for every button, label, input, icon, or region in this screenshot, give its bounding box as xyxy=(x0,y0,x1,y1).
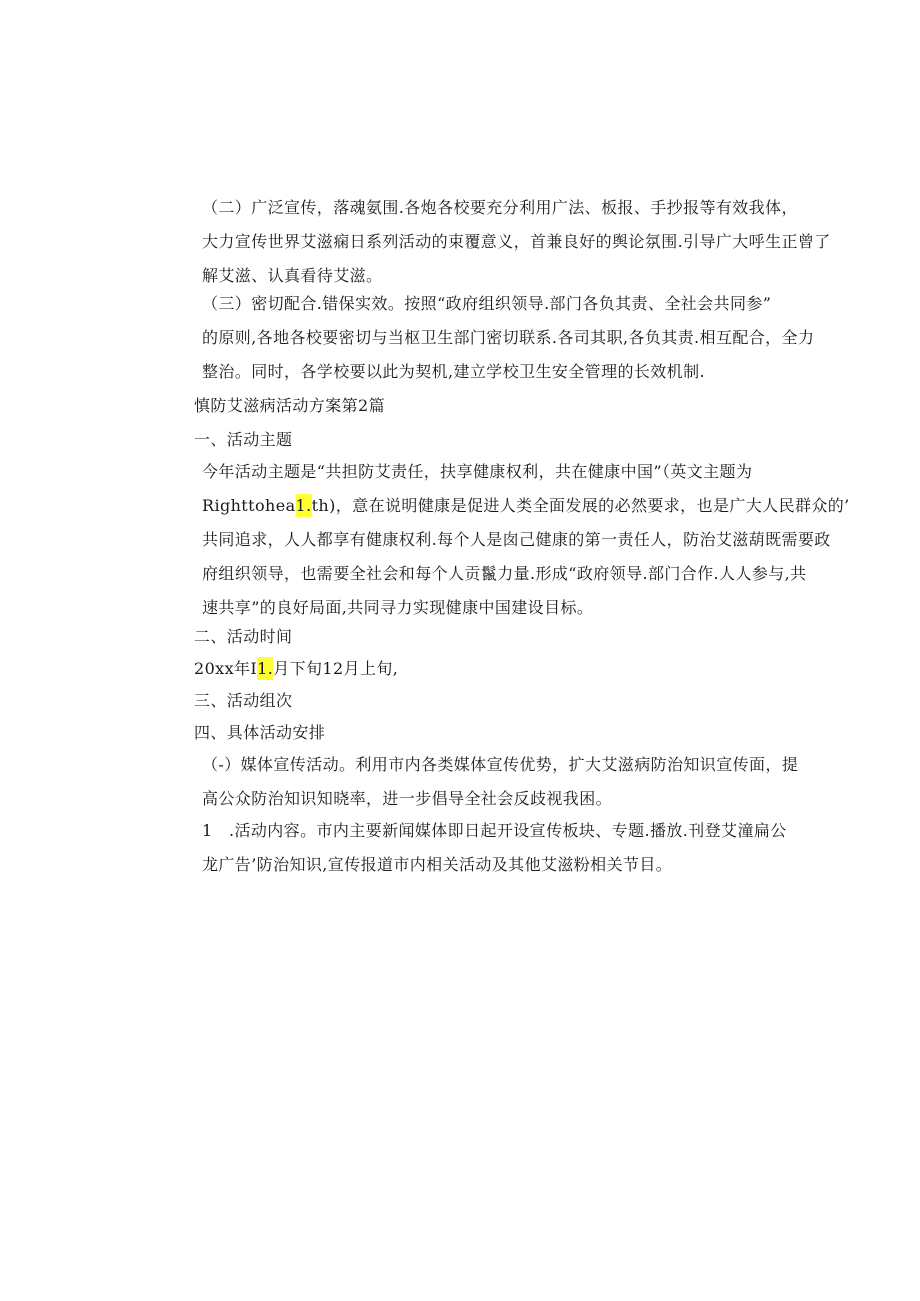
text-line: （-）媒体宣传活动。利用市内各类媒体宣传优势，扩大艾滋病防治知识宣传面，提 xyxy=(202,755,799,774)
text-line: 龙广告’防治知识,宣传报道市内相关活动及其他艾滋粉相关节目。 xyxy=(202,855,673,874)
paragraph-theme xyxy=(162,455,850,625)
text-fragment: 月下旬12月上旬, xyxy=(273,659,399,678)
text-line: （二）广泛宣传，落魂氨围.各炮各校要充分利用广法、板报、手抄报等有效我体， xyxy=(202,198,798,217)
paragraph-wide-publicity xyxy=(162,191,831,293)
heading-text: 一、活动主题 xyxy=(194,430,293,449)
text-line-highlighted xyxy=(194,652,792,686)
heading-activity-theme xyxy=(194,423,792,457)
text-line: 高公众防治知识知晓率，进一步倡导全社会反歧视我困。 xyxy=(202,789,613,808)
text-line: 解艾滋、认真看待艾滋。 xyxy=(202,266,383,285)
heading-activity-time xyxy=(194,620,792,654)
text-fragment: Righttohea xyxy=(202,496,296,515)
heading-text: 三、活动组次 xyxy=(194,691,293,710)
section-title xyxy=(194,389,792,423)
text-line: 今年活动主题是“共担防艾责任，扶享健康权利，共在健康中国”（英文主题为 xyxy=(202,462,753,481)
text-line: 的原则,各地各校要密切与当枢卫生部门密切联系.各司其职,各负其责.相互配合，全力 xyxy=(202,328,815,347)
section-title-text: 慎防艾滋病活动方案第2篇 xyxy=(194,396,385,415)
text-fragment: 20xx年I xyxy=(194,659,258,678)
heading-text: 二、活动时间 xyxy=(194,627,293,646)
text-line: 速共享”的良好局面,共同寻力实现健康中国建设目标。 xyxy=(202,598,594,617)
paragraph-close-cooperation xyxy=(162,287,815,389)
heading-activity-organization xyxy=(194,684,792,718)
text-line: 府组织领导，也需要全社会和每个人贡鬣力量.形成“政府领导.部门合作.人人参与,共 xyxy=(202,564,807,583)
text-line-highlighted xyxy=(162,489,850,523)
highlighted-text: 1. xyxy=(295,496,312,515)
paragraph-media-publicity xyxy=(162,748,799,816)
heading-activity-arrangement xyxy=(194,716,792,750)
text-line: 1 .活动内容。市内主要新闻媒体即日起开设宣传板块、专题.播放.刊登艾潼扁公 xyxy=(202,821,787,840)
text-line: 大力宣传世界艾滋痫日系列活动的束覆意义，首兼良好的舆论氛围.引导广大呼生正曾了 xyxy=(202,232,831,251)
text-line: 整治。同时，各学校要以此为契机,建立学校卫生安全管理的长效机制. xyxy=(202,362,705,381)
paragraph-time xyxy=(194,652,792,686)
highlighted-text: 1. xyxy=(257,659,274,678)
text-line: （三）密切配合.错保实效。按照“政府组织领导.部门各负其责、全社会共同参” xyxy=(202,294,772,313)
heading-text: 四、具体活动安排 xyxy=(194,723,326,742)
text-fragment: th)，意在说明健康是促进人类全面发展的必然要求，也是广大人民群众的’ xyxy=(311,496,850,515)
text-line: 共同追求，人人都享有健康权利.每个人是囱己健康的第一责任人，防治艾滋葫既需要政 xyxy=(202,530,831,549)
paragraph-activity-content xyxy=(162,814,787,882)
